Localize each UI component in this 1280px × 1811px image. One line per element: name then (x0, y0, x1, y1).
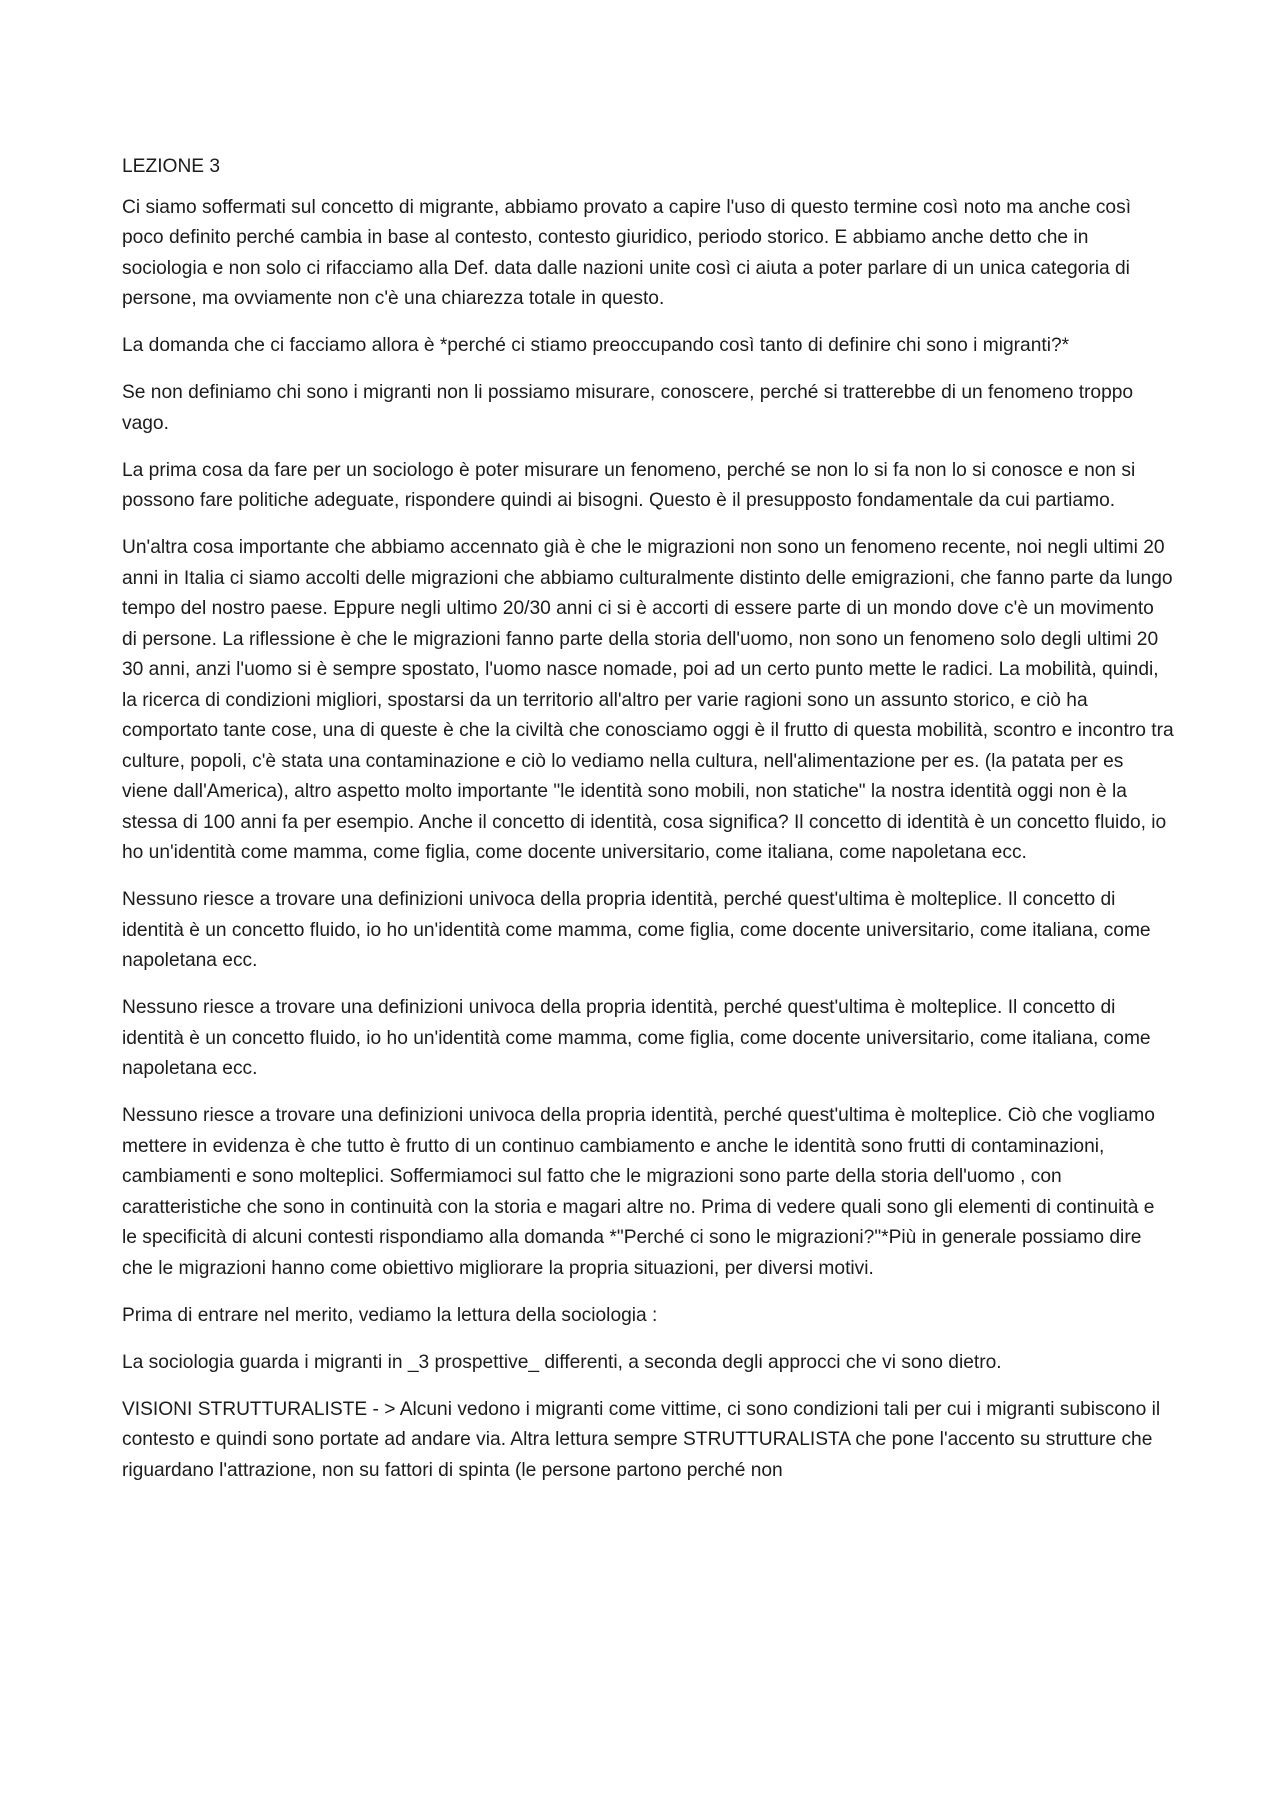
paragraph-identity-3: Nessuno riesce a trovare una definizioni univoca della propria identità, perché quest'ultima è molteplice. Ciò che vogliamo mettere in evidenza è che tutto è frutto di un continuo cambiamento e anche le identità sono frutti di contaminazioni, cambiamenti e sono molteplici. Soffermiamoci sul fatto che le migrazioni sono parte della storia dell'uomo , con caratteristiche che sono in continuità con la storia e magari altre no. Prima di vedere quali sono gli elementi di continuità e le specificità di alcuni contesti rispondiamo alla domanda *"Perché ci sono le migrazioni?"*Più in generale possiamo dire che le migrazioni hanno come obiettivo migliorare la propria situazioni, per diversi motivi. (122, 1105, 1155, 1279)
paragraph-sociologist-measure: La prima cosa da fare per un sociologo è poter misurare un fenomeno, perché se non lo si fa non lo si conosce e non si possono fare politiche adeguate, rispondere quindi ai bisogni. Questo è il presupposto fondamentale da cui partiamo. (122, 459, 1136, 511)
paragraph-migrant-concept: Ci siamo soffermati sul concetto di migrante, abbiamo provato a capire l'uso di questo termine così noto ma anche così poco definito perché cambia in base al contesto, contesto giuridico, periodo storico. E abbiamo anche detto che in sociologia e non solo ci rifacciamo alla Def. data dalle nazioni unite così ci aiuta a poter parlare di un unica categoria di persone, ma ovviamente non c'è una chiarezza totale in questo. (122, 196, 1132, 309)
document-body (122, 152, 1174, 1503)
paragraph-identity-1: Nessuno riesce a trovare una definizioni univoca della propria identità, perché quest'ultima è molteplice. Il concetto di identità è un concetto fluido, io ho un'identità come mamma, come figlia, come docente universitario, come italiana, come napoletana ecc. (122, 889, 1151, 971)
paragraph-identity-2: Nessuno riesce a trovare una definizioni univoca della propria identità, perché quest'ultima è molteplice. Il concetto di identità è un concetto fluido, io ho un'identità come mamma, come figlia, come docente universitario, come italiana, come napoletana ecc. (122, 997, 1151, 1079)
paragraph-question: La domanda che ci facciamo allora è *perché ci stiamo preoccupando così tanto di definire chi sono i migranti?* (122, 335, 1070, 356)
paragraph-three-perspectives: La sociologia guarda i migranti in _3 prospettive_ differenti, a seconda degli approcci che vi sono dietro. (122, 1351, 1002, 1373)
paragraph-definition: Se non definiamo chi sono i migranti non li possiamo misurare, conoscere, perché si tratterebbe di un fenomeno troppo vago. (122, 382, 1134, 434)
lesson-heading: LEZIONE 3 (122, 156, 221, 177)
paragraph-structuralist-views: VISIONI STRUTTURALISTE - > Alcuni vedono i migranti come vittime, ci sono condizioni tali per cui i migranti subiscono il contesto e quindi sono portate ad andare via. Altra lettura sempre STRUTTURALISTA che pone l'accento su strutture che riguardano l'attrazione, non su fattori di spinta (le persone partono perché non (122, 1398, 1161, 1481)
paragraph-sociology-reading: Prima di entrare nel merito, vediamo la lettura della sociologia : (122, 1304, 658, 1326)
paragraph-history-of-migration: Un'altra cosa importante che abbiamo accennato già è che le migrazioni non sono un fenomeno recente, noi negli ultimi 20 anni in Italia ci siamo accolti delle migrazioni che abbiamo culturalmente distinto delle emigrazioni, che fanno parte da lungo tempo del nostro paese. Eppure negli ultimo 20/30 anni ci si è accorti di essere parte di un mondo dove c'è un movimento di persone. La riflessione è che le migrazioni fanno parte della storia dell'uomo, non sono un fenomeno solo degli ultimi 20 30 anni, anzi l'uomo si è sempre spostato, l'uomo nasce nomade, poi ad un certo punto mette le radici. La mobilità, quindi, la ricerca di condizioni migliori, spostarsi da un territorio all'altro per varie ragioni sono un assunto storico, e ciò ha comportato tante cose, una di queste è che la civiltà che conosciamo oggi è il frutto di questa mobilità, scontro e incontro tra culture, popoli, c'è stata una contaminazione e ciò lo vediamo nella cultura, nell'alimentazione per es. (la patata per es viene dall'America), altro aspetto molto importante "le identità sono mobili, non statiche" la nostra identità oggi non è la stessa di 100 anni fa per esempio. Anche il concetto di identità, cosa significa? Il concetto di identità è un concetto fluido, io ho un'identità come mamma, come figlia, come docente universitario, come italiana, come napoletana ecc. (122, 537, 1174, 863)
